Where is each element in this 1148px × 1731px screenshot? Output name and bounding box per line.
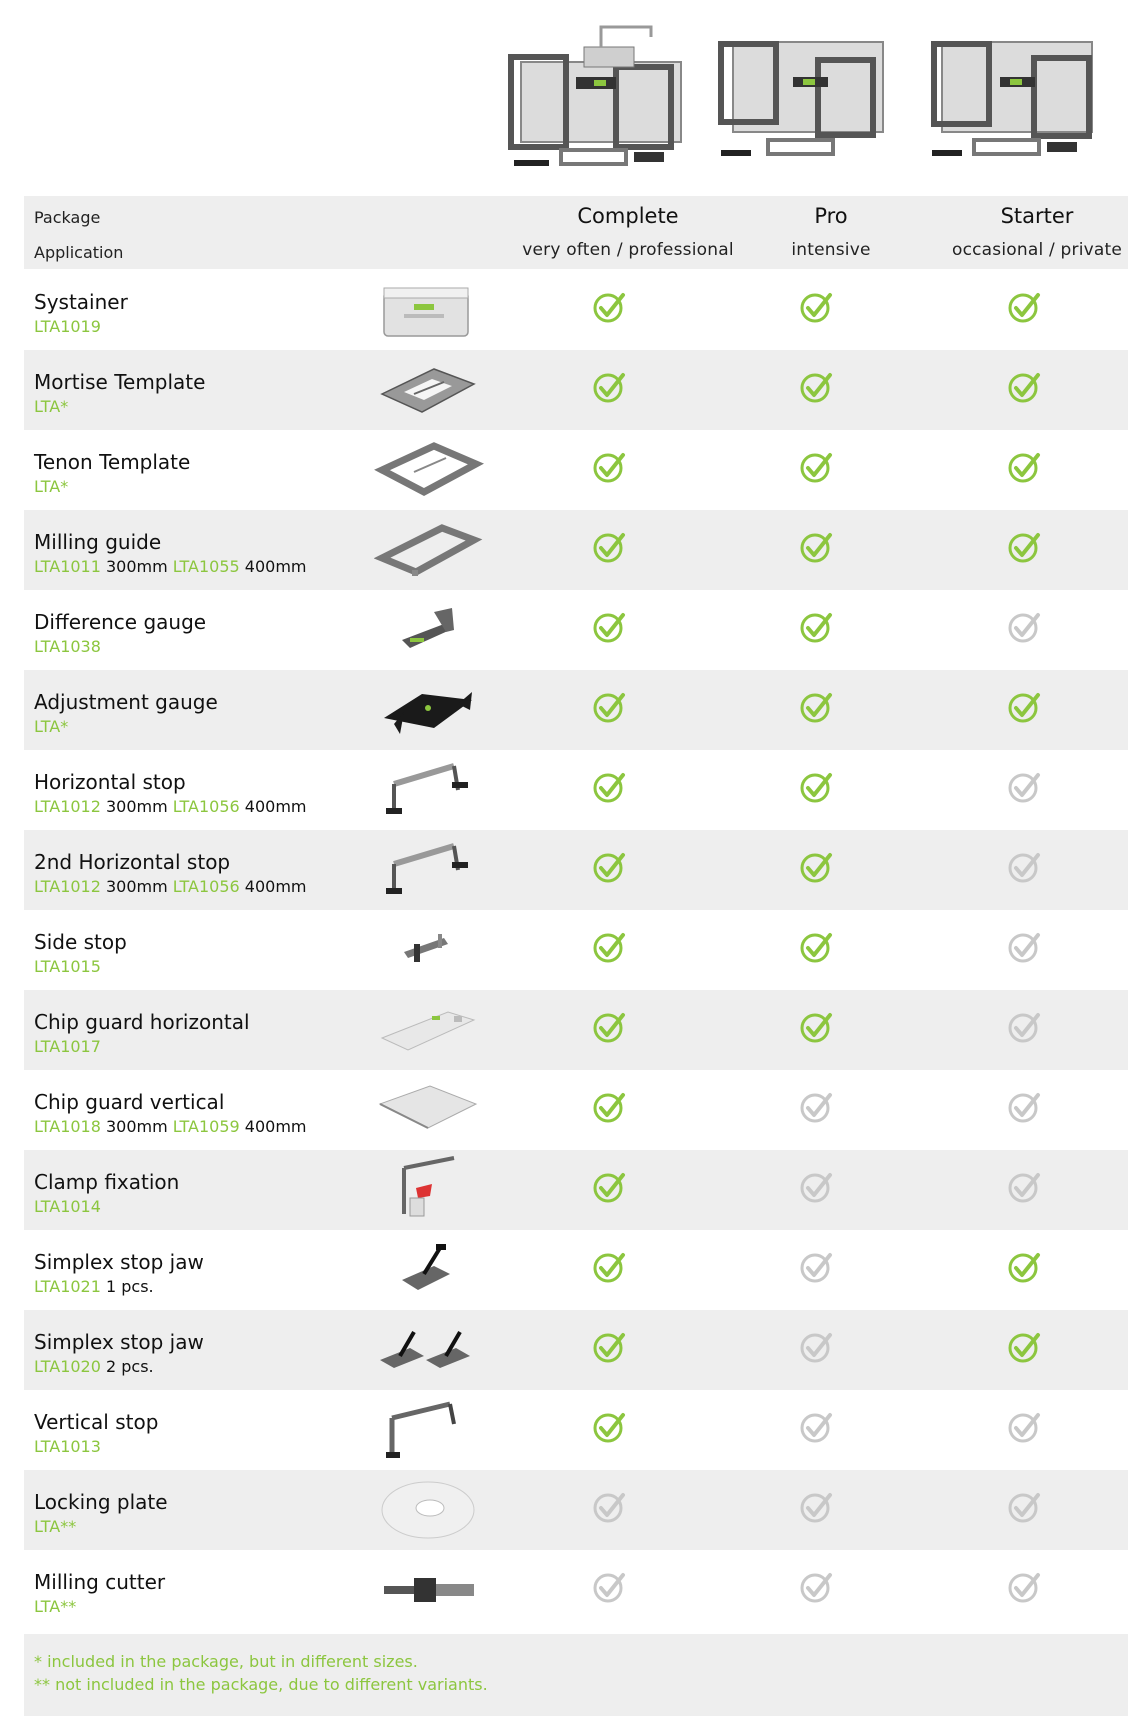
included-check-icon-pro — [798, 929, 834, 965]
vertical-stop-icon — [374, 1394, 484, 1466]
item-article-code — [34, 477, 68, 496]
article-size: 400mm — [239, 1117, 307, 1136]
item-name: Tenon Template — [34, 450, 191, 474]
horizontal-stop-icon — [374, 834, 484, 906]
included-check-icon-complete — [591, 849, 627, 885]
not-included-check-icon-starter — [1006, 769, 1042, 805]
not-included-check-icon-pro — [798, 1489, 834, 1525]
not-included-check-icon-complete — [591, 1489, 627, 1525]
table-row — [24, 1150, 1128, 1230]
table-row — [24, 750, 1128, 830]
clamp-fixation-icon — [374, 1154, 484, 1226]
tenon-template-icon — [374, 434, 484, 506]
article-number: LTA1012 — [34, 797, 101, 816]
systainer-icon — [374, 274, 484, 346]
side-stop-icon — [374, 914, 484, 986]
package-application: very often / professional — [522, 240, 734, 260]
item-article-code — [34, 877, 307, 896]
article-number: LTA* — [34, 717, 69, 736]
article-number: LTA1011 — [34, 557, 101, 576]
included-check-icon-pro — [798, 289, 834, 325]
included-check-icon-complete — [591, 1169, 627, 1205]
table-row — [24, 670, 1128, 750]
item-article-code — [34, 317, 101, 336]
footnote-single-asterisk: * included in the package, but in different sizes. — [34, 1652, 418, 1671]
not-included-check-icon-starter — [1006, 849, 1042, 885]
article-size: 1 pcs. — [100, 1277, 154, 1296]
article-number: LTA1020 — [34, 1357, 101, 1376]
item-name: Adjustment gauge — [34, 690, 218, 714]
table-row — [24, 1470, 1128, 1550]
item-name: Mortise Template — [34, 370, 206, 394]
item-article-code — [34, 1197, 101, 1216]
included-check-icon-starter — [1006, 1329, 1042, 1365]
table-row — [24, 510, 1128, 590]
included-check-icon-pro — [798, 609, 834, 645]
article-number: LTA* — [34, 397, 69, 416]
included-check-icon-starter — [1006, 1249, 1042, 1285]
article-number: LTA1012 — [34, 877, 101, 896]
table-row — [24, 910, 1128, 990]
not-included-check-icon-starter — [1006, 1009, 1042, 1045]
article-number: LTA1018 — [34, 1117, 101, 1136]
included-check-icon-pro — [798, 689, 834, 725]
not-included-check-icon-pro — [798, 1329, 834, 1365]
item-article-code — [34, 637, 101, 656]
article-size: 300mm — [100, 557, 173, 576]
article-size: 300mm — [100, 1117, 173, 1136]
chip-guard-vertical-icon — [374, 1074, 484, 1146]
item-article-code — [34, 1277, 154, 1296]
not-included-check-icon-pro — [798, 1169, 834, 1205]
locking-plate-icon — [374, 1474, 484, 1546]
article-number: LTA1055 — [172, 557, 240, 576]
item-name: Vertical stop — [34, 1410, 159, 1434]
item-article-code — [34, 557, 307, 576]
article-size: 2 pcs. — [100, 1357, 154, 1376]
package-application: occasional / private — [951, 240, 1123, 260]
package-starter-image — [922, 22, 1122, 182]
table-row — [24, 270, 1128, 350]
not-included-check-icon-starter — [1006, 609, 1042, 645]
not-included-check-icon-pro — [798, 1409, 834, 1445]
included-check-icon-pro — [798, 449, 834, 485]
package-pro-image — [713, 22, 913, 182]
item-article-code — [34, 1357, 154, 1376]
included-check-icon-pro — [798, 1009, 834, 1045]
horizontal-stop-icon — [374, 754, 484, 826]
not-included-check-icon-pro — [798, 1569, 834, 1605]
column-header-starter — [927, 204, 1147, 260]
included-check-icon-complete — [591, 1249, 627, 1285]
included-check-icon-complete — [591, 1329, 627, 1365]
table-row — [24, 1230, 1128, 1310]
item-name: Milling cutter — [34, 1570, 166, 1594]
included-check-icon-pro — [798, 529, 834, 565]
included-check-icon-complete — [591, 369, 627, 405]
footer-notes — [24, 1634, 1128, 1716]
table-row — [24, 590, 1128, 670]
included-check-icon-complete — [591, 1009, 627, 1045]
table-row — [24, 1550, 1128, 1630]
article-number: LTA1021 — [34, 1277, 101, 1296]
column-header-complete — [518, 204, 738, 260]
included-check-icon-complete — [591, 289, 627, 325]
article-size: 300mm — [100, 797, 173, 816]
item-name: Chip guard horizontal — [34, 1010, 250, 1034]
item-name: Simplex stop jaw — [34, 1250, 204, 1274]
article-number: LTA* — [34, 477, 69, 496]
article-size: 300mm — [100, 877, 173, 896]
stop-jaw-icon — [374, 1234, 484, 1306]
article-number: LTA1017 — [34, 1037, 101, 1056]
article-number: LTA1059 — [172, 1117, 240, 1136]
item-name: Horizontal stop — [34, 770, 186, 794]
included-check-icon-pro — [798, 849, 834, 885]
article-number: LTA1013 — [34, 1437, 101, 1456]
package-name: Pro — [814, 204, 848, 228]
item-name: Difference gauge — [34, 610, 207, 634]
table-row — [24, 990, 1128, 1070]
included-check-icon-starter — [1006, 449, 1042, 485]
included-check-icon-pro — [798, 769, 834, 805]
article-number: LTA** — [34, 1597, 77, 1616]
difference-gauge-icon — [374, 594, 484, 666]
table-row — [24, 1390, 1128, 1470]
included-check-icon-complete — [591, 929, 627, 965]
included-check-icon-starter — [1006, 529, 1042, 565]
article-number: LTA1014 — [34, 1197, 101, 1216]
table-row — [24, 1070, 1128, 1150]
item-article-code — [34, 797, 307, 816]
item-name: Side stop — [34, 930, 127, 954]
article-number: LTA1056 — [172, 797, 240, 816]
not-included-check-icon-complete — [591, 1569, 627, 1605]
adjustment-gauge-icon — [374, 674, 484, 746]
not-included-check-icon-starter — [1006, 1169, 1042, 1205]
included-check-icon-starter — [1006, 689, 1042, 725]
not-included-check-icon-starter — [1006, 1569, 1042, 1605]
comparison-table — [24, 270, 1128, 1630]
table-row — [24, 430, 1128, 510]
item-name: Clamp fixation — [34, 1170, 180, 1194]
item-article-code — [34, 1437, 101, 1456]
not-included-check-icon-starter — [1006, 1089, 1042, 1125]
article-number: LTA1019 — [34, 317, 101, 336]
item-name: Simplex stop jaw — [34, 1330, 204, 1354]
item-article-code — [34, 1037, 101, 1056]
included-check-icon-complete — [591, 449, 627, 485]
article-size: 400mm — [239, 877, 307, 896]
item-article-code — [34, 1117, 307, 1136]
item-name: Systainer — [34, 290, 128, 314]
mortise-template-icon — [374, 354, 484, 426]
package-complete-image — [506, 22, 706, 182]
item-name: Chip guard vertical — [34, 1090, 225, 1114]
not-included-check-icon-starter — [1006, 929, 1042, 965]
package-name: Starter — [1000, 204, 1074, 228]
column-header-pro — [721, 204, 941, 260]
item-article-code — [34, 1517, 76, 1536]
chip-guard-horizontal-icon — [374, 994, 484, 1066]
stop-jaw-pair-icon — [374, 1314, 484, 1386]
application-label: Application — [34, 243, 124, 262]
package-label: Package — [34, 208, 101, 227]
table-row — [24, 1310, 1128, 1390]
footnote-double-asterisk: ** not included in the package, due to different variants. — [34, 1675, 488, 1694]
included-check-icon-complete — [591, 1409, 627, 1445]
item-article-code — [34, 1597, 76, 1616]
milling-cutter-icon — [374, 1554, 484, 1626]
included-check-icon-complete — [591, 689, 627, 725]
article-number: LTA1038 — [34, 637, 101, 656]
table-row — [24, 350, 1128, 430]
item-article-code — [34, 957, 101, 976]
included-check-icon-complete — [591, 529, 627, 565]
item-article-code — [34, 717, 68, 736]
article-size: 400mm — [239, 557, 307, 576]
item-name: 2nd Horizontal stop — [34, 850, 231, 874]
included-check-icon-complete — [591, 1089, 627, 1125]
included-check-icon-starter — [1006, 289, 1042, 325]
article-number: LTA1056 — [172, 877, 240, 896]
package-name: Complete — [577, 204, 679, 228]
article-size: 400mm — [239, 797, 307, 816]
table-row — [24, 830, 1128, 910]
not-included-check-icon-pro — [798, 1249, 834, 1285]
not-included-check-icon-pro — [798, 1089, 834, 1125]
included-check-icon-starter — [1006, 369, 1042, 405]
table-header — [24, 196, 1128, 269]
article-number: LTA** — [34, 1517, 77, 1536]
included-check-icon-pro — [798, 369, 834, 405]
included-check-icon-complete — [591, 609, 627, 645]
milling-guide-icon — [374, 514, 484, 586]
item-name: Locking plate — [34, 1490, 168, 1514]
item-article-code — [34, 397, 68, 416]
included-check-icon-complete — [591, 769, 627, 805]
item-name: Milling guide — [34, 530, 162, 554]
package-application: intensive — [791, 240, 871, 260]
not-included-check-icon-starter — [1006, 1409, 1042, 1445]
not-included-check-icon-starter — [1006, 1489, 1042, 1525]
article-number: LTA1015 — [34, 957, 101, 976]
